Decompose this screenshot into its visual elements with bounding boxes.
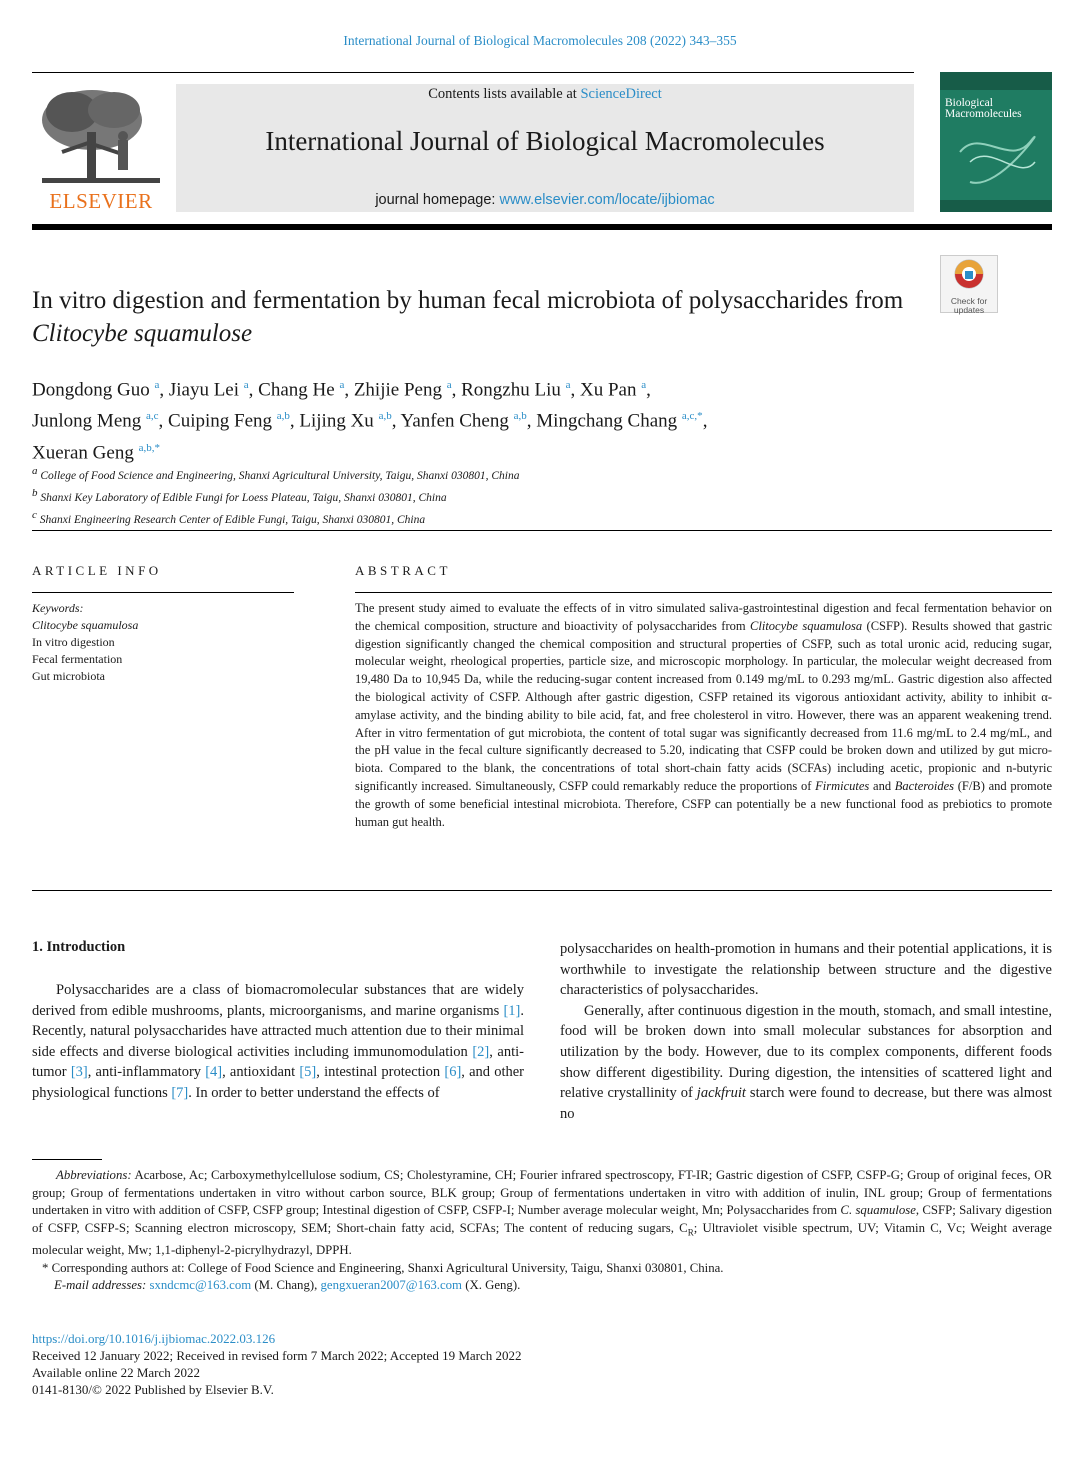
author[interactable]: Chang He	[258, 379, 335, 401]
keywords-block	[32, 600, 294, 685]
citation-link[interactable]: [5]	[299, 1064, 317, 1081]
article-meta	[32, 1330, 832, 1398]
author-affiliation-mark[interactable]: a,b	[378, 410, 392, 423]
author[interactable]: Cuiping Feng	[168, 410, 272, 432]
corresponding-author-note: * Corresponding authors at: College of Food Science and Engineering, Shanxi Agricultural University, Taigu, Shanxi 030801, China.	[42, 1260, 724, 1275]
keywords-label: Keywords:	[32, 601, 84, 615]
cover-title: Biological Macromolecules	[945, 97, 1022, 120]
affiliation-text: College of Food Science and Engineering, Shanxi Agricultural University, Taigu, Shanxi 030801, China	[40, 469, 520, 482]
author[interactable]: Jiayu Lei	[168, 379, 240, 401]
author[interactable]: Rongzhu Liu	[461, 379, 561, 401]
email-link[interactable]: sxndcmc@163.com	[149, 1278, 252, 1293]
author-affiliation-mark[interactable]: a	[339, 379, 345, 391]
abstract-part: (CSFP). Results showed that gastric digestion significantly changed the chemical composition and structural properties of CSFP, such as total uronic acid, reducing sugar, molecular weight, rheological properties, particle size, and microscopic morphology. In particular, the molecular weight decreased from 19,480 Da to 10,945 Da, while the reducing-sugar content increased from 0.149 mg/mL to 0.293 mg/mL. Gastric digestion also affected the biological activity of CSFP. Although after gastric digestion, CSFP retained its vigorous antioxidant activity, ability to inhibit α-amylase activity, and the binding ability to bile acid, fat, and free cholesterol in vitro. However, there was an apparent weakening trend. After in vitro fermentation of gut microbiota, the content of total sugar was significantly decreased from 11.6 mg/mL to 2.4 mg/mL, and the pH value in the fecal culture significantly decreased to 5.20, indicating that CSFP could be broken down and utilized by gut microbiota. Compared to the blank, the concentrations of total short-chain fatty acids (SCFAs) including acetic, propionic and n-butyric significantly increased. Simultaneously, CSFP could remarkably reduce the proportions of	[355, 618, 1052, 793]
divider	[355, 592, 1052, 593]
check-updates-label: Check for updates	[950, 296, 988, 315]
author-affiliation-mark[interactable]: a,c	[146, 410, 159, 423]
abstract-species: Clitocybe squamulosa	[750, 618, 863, 633]
journal-cover[interactable]	[940, 72, 1052, 212]
intro-paragraph: Polysaccharides are a class of biomacromolecular substances that are widely derived from edible mushrooms, plants, microorganisms, and marine organisms [1]. Recently, natural polysaccharides have attracted much attention due to their minimal side effects and diverse biological activities including immunomodulation [2], anti-tumor [3], anti-inflammatory [4], antioxidant [5], intestinal protection [6], and other physiological functions [7]. In order to better understand the effects of	[32, 982, 525, 1101]
abstract-part: and	[869, 778, 895, 793]
received-dates: Received 12 January 2022; Received in revised form 7 March 2022; Accepted 19 March 2022	[32, 1348, 522, 1363]
affiliation-mark: c	[32, 508, 37, 521]
intro-paragraph: Generally, after continuous digestion in the mouth, stomach, and small intestine, food will be broken down into small molecular substances for absorption and utilization by the body. However, due to its complex components, different foods show different digestibility. During digestion, the intensities of scattered light and relative crystallinity of jackfruit starch were found to decrease, but there was almost no	[560, 1002, 1052, 1122]
author[interactable]: Dongdong Guo	[32, 379, 150, 401]
available-online: Available online 22 March 2022	[32, 1365, 200, 1380]
author-affiliation-mark[interactable]: a,b	[276, 410, 290, 423]
journal-masthead	[176, 84, 914, 212]
author[interactable]: Zhijie Peng	[353, 379, 442, 401]
author[interactable]: Yanfen Cheng	[400, 410, 509, 432]
divider	[32, 890, 1052, 891]
homepage-link[interactable]: www.elsevier.com/locate/ijbiomac	[499, 192, 715, 208]
homepage-line	[176, 192, 914, 208]
cover-artwork-icon	[940, 72, 1052, 212]
email-addresses: E-mail addresses: sxndcmc@163.com (M. Chang), gengxueran2007@163.com (X. Geng).	[54, 1278, 521, 1293]
keyword: Gut microbiota	[32, 669, 105, 683]
author[interactable]: Xu Pan	[580, 379, 637, 401]
citation-link[interactable]: [3]	[70, 1064, 88, 1081]
affiliation-mark: a	[32, 465, 38, 477]
journal-name: International Journal of Biological Macromolecules	[265, 126, 825, 156]
abstract-part: (F/B) and promote the growth of some beneficial intestinal microbiota. Therefore, CSFP can potentially be a new functional food as prebiotics to promote human gut health.	[355, 778, 1052, 829]
abstract-taxon: Bacteroides	[894, 778, 955, 793]
abstract-heading: ABSTRACT	[355, 563, 451, 578]
citation-link[interactable]: [7]	[171, 1084, 189, 1101]
citation-link[interactable]: [1]	[503, 1002, 521, 1019]
citation-link[interactable]: [6]	[444, 1064, 462, 1081]
author-affiliation-mark[interactable]: a,c,*	[681, 410, 703, 423]
author-affiliation-mark[interactable]: a	[565, 379, 571, 391]
title-species: Clitocybe squamulose	[32, 320, 253, 347]
author-affiliation-mark[interactable]: a	[446, 379, 452, 391]
divider	[32, 530, 1052, 531]
homepage-prefix: journal homepage:	[375, 192, 500, 208]
elsevier-logo[interactable]	[32, 82, 170, 214]
author[interactable]: Lijing Xu	[299, 410, 374, 432]
elsevier-tree-icon	[32, 82, 170, 190]
contents-line	[176, 86, 914, 103]
author[interactable]: Junlong Meng	[32, 410, 142, 432]
abstract-part: The present study aimed to evaluate the effects of in vitro simulated saliva-gastrointestinal digestion and fecal fermentation behavior on the chemical composition, structure and bioactivity of polysaccharides from	[355, 601, 1052, 633]
footnotes	[32, 1167, 1052, 1295]
header-rule	[32, 72, 914, 73]
keyword: Fecal fermentation	[32, 652, 123, 666]
author[interactable]: Xueran Geng	[32, 441, 134, 463]
introduction-heading: 1. Introduction	[32, 939, 126, 955]
intro-paragraph: polysaccharides on health-promotion in humans and their potential applications, it is worthwhile to investigate the relationship between structure and the digestive characteristics of polysaccharides.	[560, 941, 1052, 999]
author-list: Dongdong Guo $^a$, Jiayu Lei $^a$, Chang He $^a$, Zhijie Peng $^a$, Rongzhu Liu $^a$, Xu Pan $^a$, Junlong Meng $^{a,c}$, Cuiping Feng $^{a,b}$, Lijing Xu $^{a,b}$, Yanfen Cheng $^{a,b}$, Mingchang Chang $^{a,c,*}$, Xueran Geng $^{a,b,*}$	[32, 379, 708, 463]
article-info-heading: ARTICLE INFO	[32, 563, 162, 578]
author-affiliation-mark[interactable]: a	[243, 379, 249, 391]
divider	[32, 592, 294, 593]
keyword: In vitro digestion	[32, 635, 115, 649]
intro-left-column	[32, 980, 524, 1104]
abbreviations-footnote: Abbreviations: Acarbose, Ac; Carboxymethylcellulose sodium, CS; Cholestyramine, CH; Fourier infrared spectroscopy, FT-IR; Gastric digestion of CSFP, CSFP-G; Group of original feces, OR group; Group of fermentations undertaken in vitro without carbon source, BLK group; Group of fermentations undertaken in vitro with addition of inulin, INL group; Group of fermentations undertaken in vitro with addition of CSFP, CSFP group; Intestinal digestion of CSFP, CSFP-I; Number average molecular weight, Mn; Polysaccharides from C. squamulose, CSFP; Salivary digestion of CSFP, CSFP-S; Scanning electron microscopy, SEM; Short-chain fatty acid, SCFAs; The content of reducing sugars, $C_R$; Ultraviolet visible spectrum, UV; Vitamin C, Vc; Weight average molecular weight, Mw; 1,1-diphenyl-2-picrylhydrazyl, DPPH.	[32, 1168, 1052, 1257]
affiliation-c	[32, 507, 932, 529]
keyword: Clitocybe squamulosa	[32, 618, 139, 632]
sciencedirect-link[interactable]: ScienceDirect	[580, 86, 662, 102]
affiliations	[32, 463, 932, 528]
footnote-divider	[32, 1159, 102, 1160]
author[interactable]: Mingchang Chang	[536, 410, 678, 432]
contents-prefix: Contents lists available at	[428, 86, 581, 102]
elsevier-wordmark: ELSEVIER	[49, 189, 153, 213]
author-affiliation-mark[interactable]: a,b	[513, 410, 527, 423]
article-title	[32, 284, 912, 350]
affiliation-b	[32, 485, 932, 507]
affiliation-text: Shanxi Key Laboratory of Edible Fungi for Loess Plateau, Taigu, Shanxi 030801, China	[40, 491, 447, 504]
journal-citation[interactable]: International Journal of Biological Macromolecules 208 (2022) 343–355	[343, 33, 737, 48]
doi-link[interactable]: https://doi.org/10.1016/j.ijbiomac.2022.03.126	[32, 1331, 276, 1346]
intro-right-column	[560, 939, 1052, 1124]
citation-link[interactable]: [2]	[472, 1043, 490, 1060]
email-link[interactable]: gengxueran2007@163.com	[320, 1278, 463, 1293]
affiliation-mark: b	[32, 486, 38, 499]
affiliation-a	[32, 463, 932, 485]
title-text: In vitro digestion and fermentation by human fecal microbiota of polysaccharides from	[32, 287, 904, 314]
affiliation-text: Shanxi Engineering Research Center of Edible Fungi, Taigu, Shanxi 030801, China	[39, 513, 426, 526]
citation-link[interactable]: [4]	[205, 1064, 223, 1081]
abstract-taxon: Firmicutes	[815, 778, 870, 793]
abstract-text	[355, 600, 1052, 831]
check-updates-icon	[941, 256, 997, 296]
copyright: 0141-8130/© 2022 Published by Elsevier B.V.	[32, 1382, 274, 1397]
author-affiliation-mark[interactable]: a	[154, 379, 160, 391]
header-thick-rule	[32, 224, 1052, 230]
author-affiliation-mark[interactable]: a,b,*	[138, 441, 160, 454]
check-for-updates-badge[interactable]	[940, 255, 998, 313]
author-affiliation-mark[interactable]: a	[641, 379, 647, 391]
